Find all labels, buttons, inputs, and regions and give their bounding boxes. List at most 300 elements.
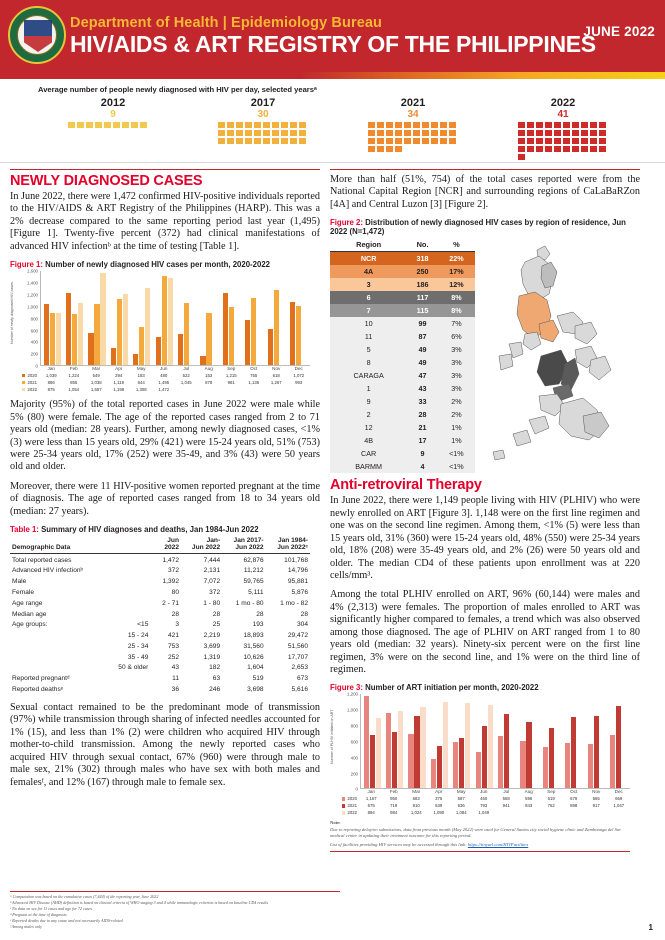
table-1-row-label: Age groups:	[12, 621, 48, 629]
table-1-header: Jan 1984- Jun 2022ᶜ	[277, 537, 308, 552]
avg-dot	[563, 138, 570, 144]
table-1-cell: 1,472	[162, 556, 179, 564]
bar-2020-Apr	[111, 348, 116, 365]
data-cell: 886	[47, 380, 55, 386]
data-cell: 878	[205, 380, 213, 386]
page-header	[0, 0, 665, 72]
table-1-cell: 25	[212, 621, 221, 629]
bar-group-Aug	[200, 271, 217, 365]
avg-dot	[263, 122, 270, 128]
avg-dot	[395, 146, 402, 152]
avg-dot	[563, 122, 570, 128]
table-1-row-sublabel: 25 - 34	[127, 642, 149, 650]
table-row	[10, 619, 310, 630]
data-cell: 1,267	[270, 380, 282, 386]
avg-dot	[545, 122, 552, 128]
figure-1-caption-text: Number of newly diagnosed HIV cases per month, 2020-2022	[45, 260, 270, 270]
page-number: 1	[648, 923, 653, 932]
avg-year-value: 34	[407, 109, 419, 120]
data-cell: 910	[412, 803, 420, 809]
data-cell: 683	[412, 796, 420, 802]
data-cell: 675	[367, 803, 375, 809]
table-1-cell: 372	[209, 588, 221, 596]
legend-entry	[10, 387, 40, 392]
table-1-cell: 3,698	[247, 686, 264, 693]
bar-2022-Jan	[56, 313, 61, 365]
right-top-rule	[330, 169, 640, 170]
avg-year-column-2021	[338, 97, 488, 160]
section-title-newly-diagnosed: NEWLY DIAGNOSED CASES	[10, 173, 203, 189]
table-row	[330, 421, 475, 434]
x-tick-label: May	[136, 366, 146, 372]
x-tick-label: Jan	[367, 789, 375, 795]
data-cell	[176, 387, 196, 392]
region-cell-pct: 8%	[438, 291, 475, 304]
footnote-item: ᶠ Among males only	[10, 924, 42, 930]
data-cell: 755	[250, 373, 258, 379]
region-cell-region: 9	[330, 395, 407, 408]
bar-2020-Dec	[290, 302, 295, 366]
table-1-header: Jun 2022	[164, 537, 179, 552]
table-1-row-label: Advanced HIV infectionᵇ	[12, 567, 84, 575]
avg-dot	[599, 122, 606, 128]
legend-label-2022: 2022	[27, 387, 37, 393]
region-cell-region: 4B	[330, 434, 407, 447]
data-cell: 375	[435, 796, 443, 802]
avg-dot	[368, 122, 375, 128]
bar-2021-Dec	[296, 306, 301, 365]
bar-2022-Feb	[78, 303, 83, 366]
table-row	[330, 356, 475, 369]
avg-dot	[368, 146, 375, 152]
table-1-cell: 36	[171, 686, 179, 693]
avg-dot	[413, 122, 420, 128]
avg-dot	[122, 122, 129, 128]
legend-values	[40, 373, 310, 378]
table-1-row-label: Reported pregnantᵈ	[12, 675, 70, 683]
avg-dot	[536, 130, 543, 136]
avg-dot	[290, 122, 297, 128]
left-top-rule	[10, 169, 320, 170]
y-tick-label: 400	[350, 755, 358, 761]
avg-dot	[413, 130, 420, 136]
avg-dot	[554, 122, 561, 128]
table-1-cell: 7,444	[203, 556, 221, 564]
region-cell-region: 3	[330, 278, 407, 291]
table-1-row-label	[10, 652, 106, 663]
region-cell-no: 4	[407, 460, 438, 473]
legend-entry	[10, 373, 40, 378]
legend-values	[360, 796, 630, 801]
data-cell: 762	[547, 803, 555, 809]
figure-1-chart	[10, 268, 310, 393]
legend-row-2022	[10, 386, 310, 393]
data-cell: 898	[570, 803, 578, 809]
bar-group-Jun	[476, 694, 493, 788]
avg-dot	[377, 138, 384, 144]
avg-dot	[422, 138, 429, 144]
avg-dot	[245, 130, 252, 136]
table-1-row-label	[10, 630, 106, 641]
avg-dot	[431, 122, 438, 128]
region-cell-region: 10	[330, 317, 407, 330]
paragraph-art-2: Among the total PLHIV enrolled on ART, 96% (60,144) were males and 4% (2,313) were females. The proportion of males enrolled to ART was significantly higher compared to females, a trend which was also observed among those diagnosed. The age of PLHIV on ART ranged from 1 to 80 years old (median: 32 years). Ninety-six percent were on the first line regimen, 3% were on the second line, and 1% were on the third line of regimen.	[330, 589, 640, 675]
table-row	[330, 278, 475, 291]
left-column	[10, 169, 320, 852]
avg-dot	[431, 138, 438, 144]
region-cell-no: 99	[407, 317, 438, 330]
bar-2020-Feb	[386, 713, 391, 788]
avg-year-label: 2021	[400, 97, 426, 109]
x-tick-label: Dec	[294, 366, 303, 372]
avg-dot	[272, 130, 279, 136]
legend-row-2021	[10, 379, 310, 386]
bar-2021-Aug	[526, 722, 531, 789]
figure-1-caption	[10, 260, 320, 269]
x-tick-label: Jun	[160, 366, 168, 372]
figure-1-x-labels	[40, 366, 310, 371]
legend-entry	[330, 796, 360, 801]
bar-2020-Jun	[476, 752, 481, 788]
avg-dot	[272, 138, 279, 144]
paragraph-newly-diagnosed-2: Majority (95%) of the total reported cases in June 2022 were male while 5% (80) were female. The age of the reported cases ranged from 2 to 71 years old (median: 28 years). Further, among newly diagnosed cases, <1% (3) were less than 15 years old, 29% (421) were 15-24 years old, 51% (753) were 25-34 years old, 17% (252) were 35-49, and 3% (43) were 50 years old and older.	[10, 399, 320, 473]
legend-swatch-2020	[342, 797, 346, 801]
legend-row-2020	[330, 795, 630, 802]
bar-group-Jan	[44, 271, 61, 365]
avg-dot	[581, 130, 588, 136]
table-1-cell: 519	[252, 675, 264, 683]
bar-group-Jun	[156, 271, 173, 365]
table-row	[10, 673, 310, 684]
region-cell-pct: 6%	[438, 330, 475, 343]
table-row	[330, 304, 475, 317]
data-cell: 719	[390, 803, 398, 809]
table-row	[330, 252, 475, 266]
table-1-row-sublabel	[106, 566, 155, 577]
x-tick-label: Apr	[115, 366, 123, 372]
bar-group-Nov	[588, 694, 605, 788]
bar-2021-Jan	[370, 735, 375, 788]
avg-dot	[422, 122, 429, 128]
region-cell-pct: 3%	[438, 369, 475, 382]
philippines-map	[479, 238, 629, 473]
legend-row-2020	[10, 372, 310, 379]
legend-swatch-2022	[342, 811, 346, 815]
bar-2021-Oct	[251, 298, 256, 365]
bar-2022-Jan	[376, 718, 381, 789]
note-title: Note:	[330, 820, 341, 826]
table-1-cell: 1 - 80	[203, 599, 221, 607]
avg-dot	[236, 122, 243, 128]
figure-3-chart	[330, 691, 630, 816]
table-1-row-sublabel: 50 & older	[118, 664, 149, 672]
figure-1-y-ticks	[18, 268, 40, 369]
bar-2021-Oct	[571, 717, 576, 788]
table-1-row-sublabel	[106, 587, 155, 598]
facilities-note	[330, 842, 630, 848]
table-1-header: Jan 2017- Jun 2022	[233, 537, 264, 552]
table-1-row-sublabel	[106, 609, 155, 620]
bar-2021-Jul	[184, 303, 189, 365]
avg-dot	[449, 122, 456, 128]
avg-dot	[590, 138, 597, 144]
bar-2021-Jun	[162, 276, 167, 365]
x-tick-label: Mar	[92, 366, 101, 372]
region-cell-no: 33	[407, 395, 438, 408]
avg-dot	[599, 138, 606, 144]
avg-dot	[554, 138, 561, 144]
avg-dot	[431, 130, 438, 136]
data-cell: 917	[592, 803, 600, 809]
table-1-row-label: Reported deathsᵉ	[12, 686, 64, 693]
x-tick-label: Sep	[547, 789, 556, 795]
region-cell-pct: 8%	[438, 304, 475, 317]
region-cell-region: BARMM	[330, 460, 407, 473]
data-cell: 596	[525, 796, 533, 802]
avg-dot	[572, 130, 579, 136]
data-cell: 1,495	[158, 380, 170, 386]
figure-1-bars	[40, 271, 310, 366]
y-tick-label: 1,200	[347, 691, 358, 697]
avg-dot	[77, 122, 84, 128]
table-1-cell: 5,111	[248, 588, 264, 596]
avg-dot	[140, 122, 147, 128]
avg-dot	[527, 122, 534, 128]
data-cell: 1,224	[68, 373, 80, 379]
table-1-cell: 2,131	[203, 567, 221, 575]
x-tick-label: Feb	[69, 366, 78, 372]
bar-2021-Apr	[117, 299, 122, 365]
table-1-cell: 3,699	[203, 642, 221, 650]
avg-dot	[236, 130, 243, 136]
bar-2021-Jul	[504, 714, 509, 788]
page-title: HIV/AIDS & ART REGISTRY OF THE PHILIPPINES	[70, 30, 596, 57]
bar-group-Dec	[290, 271, 307, 365]
bar-2020-Jan	[364, 696, 369, 788]
bar-2022-May	[145, 288, 150, 366]
header-gradient-stripe	[0, 72, 665, 79]
data-cell	[564, 810, 584, 815]
table-1-cell: 17,707	[287, 653, 308, 661]
table-1-cell: 7,072	[203, 578, 221, 586]
region-cell-region: 8	[330, 356, 407, 369]
bar-2020-Sep	[223, 293, 228, 365]
data-cell: 1,038	[90, 380, 102, 386]
region-cell-region: 7	[330, 304, 407, 317]
legend-swatch-2022	[22, 388, 26, 392]
table-row	[330, 369, 475, 382]
data-cell	[244, 387, 264, 392]
table-1-body	[10, 553, 310, 695]
table-1-cell: 2,219	[203, 632, 221, 640]
table-1-cell: 5,876	[291, 588, 308, 596]
bar-2021-Jan	[50, 313, 55, 366]
legend-entry	[330, 803, 360, 808]
y-tick-label: 600	[30, 328, 38, 334]
avg-dot	[377, 122, 384, 128]
bar-group-Jul	[178, 271, 195, 365]
facilities-link[interactable]: https://tinyurl.com/HIVFacilities	[467, 842, 529, 847]
avg-year-value: 9	[110, 109, 116, 120]
bar-2020-Sep	[543, 747, 548, 788]
data-cell: 183	[137, 373, 145, 379]
avg-dot	[590, 130, 597, 136]
table-row	[10, 641, 310, 652]
avg-dot	[290, 138, 297, 144]
avg-dot-grid	[518, 122, 608, 160]
table-1-row-sublabel	[106, 553, 155, 565]
figure-3-caption-text: Number of ART initiation per month, 2020-2022	[365, 683, 539, 693]
avg-dot	[377, 146, 384, 152]
footnote-item: ᵉ Reported deaths due to any cause and not necessarily AIDS-related	[10, 918, 123, 924]
bar-2020-May	[133, 354, 138, 365]
avg-dot	[263, 138, 270, 144]
table-row	[10, 684, 310, 695]
x-tick-label: Oct	[570, 789, 578, 795]
region-table-header: Region	[330, 238, 407, 252]
data-cell: 668	[502, 796, 510, 802]
data-cell: 1,167	[365, 796, 377, 802]
data-cell: 1,039	[45, 373, 57, 379]
bar-group-Apr	[111, 271, 128, 365]
region-cell-no: 318	[407, 252, 438, 266]
region-cell-pct: 12%	[438, 278, 475, 291]
region-cell-pct: <1%	[438, 447, 475, 460]
region-cell-pct: 3%	[438, 382, 475, 395]
avg-dot	[572, 122, 579, 128]
table-row	[10, 598, 310, 609]
avg-year-value: 30	[257, 109, 269, 120]
bar-2021-Mar	[414, 716, 419, 788]
region-cell-no: 117	[407, 291, 438, 304]
note-body: Due to reporting delay/no submissions, data from previous month (May 2022) were used for General Santos city social hygiene clinic and Zamboanga del Sur medical center in updating their treatment outcome for this reporting period.	[330, 826, 621, 838]
data-cell: 522	[182, 373, 190, 379]
x-tick-label: Apr	[435, 789, 443, 795]
table-1-cell: 28	[256, 610, 264, 618]
bar-2022-Apr	[443, 702, 448, 788]
bar-group-Jul	[498, 694, 515, 788]
table-1-cell: 63	[212, 675, 221, 683]
avg-dot	[518, 138, 525, 144]
figure-2-block	[330, 238, 640, 473]
avg-dot	[554, 130, 561, 136]
doh-seal-logo	[8, 6, 66, 64]
table-row	[330, 408, 475, 421]
data-cell: 1,119	[113, 380, 124, 386]
y-tick-label: 600	[350, 739, 358, 745]
data-cell: 1,136	[248, 380, 260, 386]
avg-dot	[281, 122, 288, 128]
data-cell	[199, 387, 219, 392]
avg-dot	[281, 130, 288, 136]
legend-values	[360, 803, 630, 808]
avg-dot	[545, 146, 552, 152]
bar-2020-Mar	[88, 333, 93, 366]
avg-dot	[395, 122, 402, 128]
y-tick-label: 1,400	[27, 280, 38, 286]
x-tick-label: Dec	[614, 789, 623, 795]
y-tick-label: 400	[30, 339, 38, 345]
figure-2-label: Figure 2:	[330, 218, 363, 228]
data-cell: 1,198	[113, 387, 125, 393]
avg-dot	[536, 138, 543, 144]
data-cell: 941	[502, 803, 510, 809]
region-cell-region: 1	[330, 382, 407, 395]
avg-dot	[527, 138, 534, 144]
bar-group-Nov	[268, 271, 285, 365]
avg-dot	[518, 154, 525, 160]
data-cell	[586, 810, 606, 815]
avg-dot	[536, 146, 543, 152]
paragraph-transmission: Sexual contact remained to be the predominant mode of transmission (97%) while transmission through sharing of infected needles accounted for 1% (15), and less than 1% (2) were children who acquired HIV through mother-to-child transmission. Among the newly reported cases who acquired HIV through sexual contact, 67% (960) were through male to male sex, 21% (302) through males who have sex with both males and femalesᶠ, and 12% (167) through male to female sex.	[10, 701, 320, 788]
avg-dot	[518, 122, 525, 128]
seal-inner-shield	[17, 15, 57, 55]
bar-2021-Apr	[437, 746, 442, 789]
region-cell-no: 21	[407, 421, 438, 434]
x-tick-label: Jan	[47, 366, 55, 372]
x-tick-label: Nov	[592, 789, 601, 795]
avg-dot	[599, 130, 606, 136]
bar-2022-Apr	[123, 294, 128, 365]
table-1-cell: 28	[300, 610, 308, 618]
table-1-cell: 673	[296, 675, 308, 683]
table-row	[330, 291, 475, 304]
avg-dot	[599, 146, 606, 152]
table-1-cell: 246	[209, 686, 221, 693]
right-column	[330, 169, 640, 852]
avg-dot	[386, 122, 393, 128]
bar-2020-Aug	[200, 356, 205, 365]
avg-dot	[554, 146, 561, 152]
avg-dot	[254, 138, 261, 144]
figure-3-data-table	[330, 795, 630, 816]
region-table-header: %	[438, 238, 475, 252]
avg-dot	[299, 138, 306, 144]
avg-dot	[254, 122, 261, 128]
avg-dot	[218, 122, 225, 128]
avg-dot-grid	[68, 122, 158, 128]
region-cell-region: 11	[330, 330, 407, 343]
bar-2020-Nov	[588, 744, 593, 789]
avg-dot	[590, 146, 597, 152]
table-row	[330, 317, 475, 330]
data-cell: 618	[272, 373, 280, 379]
table-1-head	[10, 536, 310, 553]
legend-label-2021: 2021	[347, 803, 357, 809]
data-cell: 855	[70, 380, 78, 386]
region-cell-no: 115	[407, 304, 438, 317]
avg-dot	[299, 122, 306, 128]
header-text-block	[70, 16, 596, 56]
figure-3-y-axis-label: Number of PLHIV initiated on ART	[330, 709, 334, 765]
x-tick-label: Jul	[183, 366, 190, 372]
bar-2020-Apr	[431, 759, 436, 789]
table-1-cell: 10,626	[243, 653, 264, 661]
table-1-row-sublabel	[106, 598, 155, 609]
region-cell-pct: 22%	[438, 252, 475, 266]
region-cell-no: 49	[407, 356, 438, 369]
footnote-item: ᶜ No data on sex for 11 cases and age for 72 cases	[10, 906, 92, 912]
table-1-cell: 101,768	[284, 556, 308, 564]
data-cell	[609, 810, 629, 815]
bar-group-Dec	[610, 694, 627, 788]
table-1-caption-text: Summary of HIV diagnoses and deaths, Jan 1984-Jun 2022	[41, 525, 259, 535]
table-1-caption	[10, 525, 320, 534]
region-cell-region: NCR	[330, 252, 407, 266]
bar-group-Feb	[66, 271, 83, 365]
bar-2022-Mar	[420, 707, 425, 788]
x-tick-label: Oct	[250, 366, 258, 372]
